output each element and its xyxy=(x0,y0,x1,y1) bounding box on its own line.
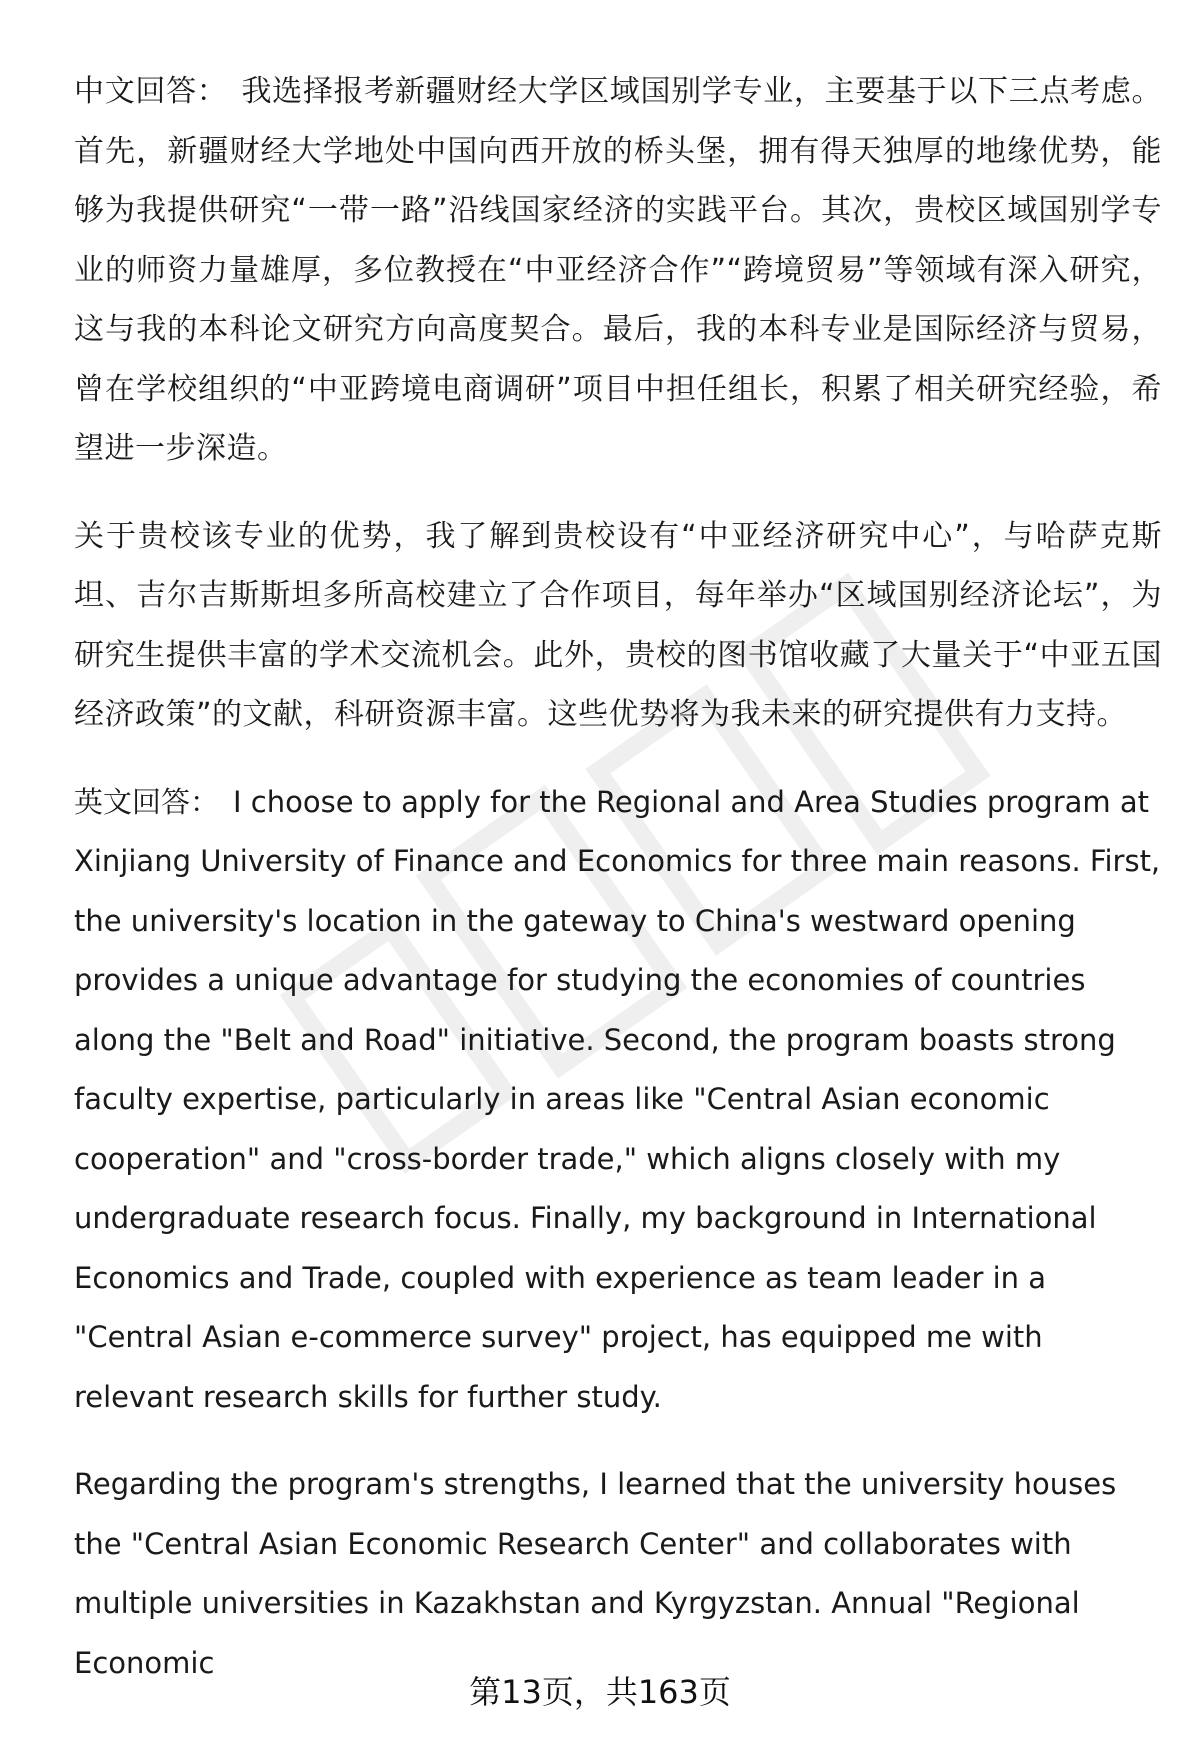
english-answer-paragraph xyxy=(74,773,1162,1428)
program-strengths-text: 关于贵校该专业的优势，我了解到贵校设有“中亚经济研究中心”，与哈萨克斯坦、吉尔吉斯斯坦多所高校建立了合作项目，每年举办“区域国别经济论坛”，为研究生提供丰富的学术交流机会。此外，贵校的图书馆收藏了大量关于“中亚五国经济政策”的文献，科研资源丰富。这些优势将为我未来的研究提供有力支持。 xyxy=(74,518,1162,732)
english-strengths-text: Regarding the program's strengths, I learned that the university houses the "Central Asian Economic Research Center" and collaborates with multiple universities in Kazakhstan and Kyrgyzstan. Annual "Regional Economic xyxy=(74,1467,1117,1680)
english-answer-text: I choose to apply for the Regional and Area Studies program at Xinjiang University of Finance and Economics for three main reasons. First, the university's location in the gateway to China's westward opening provides a unique advantage for studying the economies of countries along the "Belt and Road" initiative. Second, the program boasts strong faculty expertise, particularly in areas like "Central Asian economic cooperation" and "cross-border trade," which aligns closely with my undergraduate research focus. Finally, my background in International Economics and Trade, coupled with experience as team leader in a "Central Asian e-commerce survey" project, has equipped me with relevant research skills for further study. xyxy=(74,784,1161,1414)
page-number-footer: 第13页，共163页 xyxy=(469,1673,731,1711)
english-answer-label: 英文回答： xyxy=(74,784,220,819)
program-strengths-paragraph xyxy=(74,507,1162,745)
document-body xyxy=(74,62,1162,1721)
english-strengths-paragraph xyxy=(74,1455,1162,1693)
chinese-answer-label: 中文回答： xyxy=(74,74,228,109)
chinese-answer-paragraph xyxy=(74,62,1162,479)
chinese-answer-text: 我选择报考新疆财经大学区域国别学专业，主要基于以下三点考虑。首先，新疆财经大学地处中国向西开放的桥头堡，拥有得天独厚的地缘优势，能够为我提供研究“一带一路”沿线国家经济的实践平台。其次，贵校区域国别学专业的师资力量雄厚，多位教授在“中亚经济合作”“跨境贸易”等领域有深入研究，这与我的本科论文研究方向高度契合。最后，我的本科专业是国际经济与贸易，曾在学校组织的“中亚跨境电商调研”项目中担任组长，积累了相关研究经验，希望进一步深造。 xyxy=(74,74,1163,466)
